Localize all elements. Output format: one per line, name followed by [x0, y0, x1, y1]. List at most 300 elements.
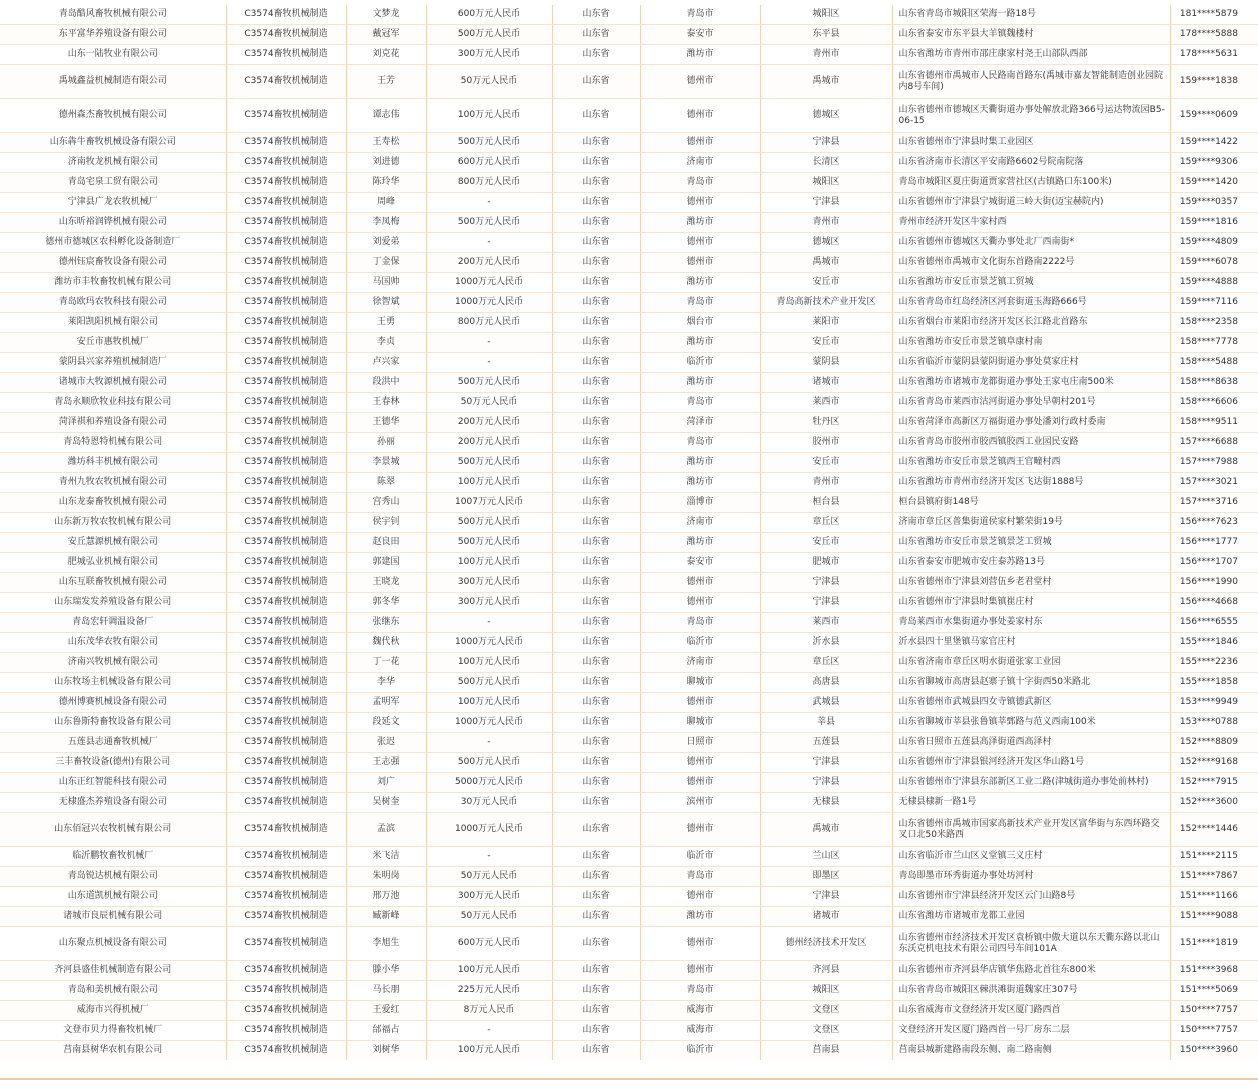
province-cell: 山东省 [552, 273, 640, 293]
table-row [0, 961, 1258, 981]
city-cell: 临沂市 [640, 847, 760, 867]
phone-cell: 153****0788 [1170, 713, 1258, 733]
registered-capital-cell: 100万元人民币 [426, 653, 552, 673]
province-cell: 山东省 [552, 961, 640, 981]
province-cell: 山东省 [552, 25, 640, 45]
district-cell: 德城区 [760, 99, 892, 133]
company-name-cell: 诸城市良辰机械有限公司 [0, 907, 226, 927]
province-cell: 山东省 [552, 393, 640, 413]
legal-person-cell: 王勇 [346, 313, 426, 333]
industry-code-cell: C3574畜牧机械制造 [226, 593, 346, 613]
table-row [0, 733, 1258, 753]
city-cell: 德州市 [640, 773, 760, 793]
province-cell: 山东省 [552, 99, 640, 133]
district-cell: 宁津县 [760, 133, 892, 153]
district-cell: 莘县 [760, 713, 892, 733]
company-name-cell: 安丘市惠牧机械厂 [0, 333, 226, 353]
phone-cell: 151****2115 [1170, 847, 1258, 867]
phone-cell: 153****9949 [1170, 693, 1258, 713]
company-name-cell: 山东犇牛畜牧机械设备有限公司 [0, 133, 226, 153]
legal-person-cell: 李旭生 [346, 927, 426, 961]
table-row [0, 453, 1258, 473]
industry-code-cell: C3574畜牧机械制造 [226, 173, 346, 193]
legal-person-cell: 邢万池 [346, 887, 426, 907]
table-row [0, 45, 1258, 65]
legal-person-cell: 邰福占 [346, 1021, 426, 1041]
table-row [0, 907, 1258, 927]
address-cell: 青岛莱西市水集街道办事处姜家村东 [892, 613, 1170, 633]
registered-capital-cell: - [426, 233, 552, 253]
province-cell: 山东省 [552, 847, 640, 867]
table-row [0, 633, 1258, 653]
registered-capital-cell: 5000万元人民币 [426, 773, 552, 793]
industry-code-cell: C3574畜牧机械制造 [226, 25, 346, 45]
address-cell: 山东省潍坊市青州市经济开发区飞达街1888号 [892, 473, 1170, 493]
phone-cell: 158****2358 [1170, 313, 1258, 333]
province-cell: 山东省 [552, 773, 640, 793]
phone-cell: 178****5631 [1170, 45, 1258, 65]
address-cell: 山东省潍坊市安丘市景芝镇西王官疃村西 [892, 453, 1170, 473]
province-cell: 山东省 [552, 753, 640, 773]
city-cell: 临沂市 [640, 1041, 760, 1061]
legal-person-cell: 孙丽 [346, 433, 426, 453]
industry-code-cell: C3574畜牧机械制造 [226, 253, 346, 273]
table-row [0, 65, 1258, 99]
legal-person-cell: 文梦龙 [346, 5, 426, 25]
phone-cell: 156****4668 [1170, 593, 1258, 613]
industry-code-cell: C3574畜牧机械制造 [226, 773, 346, 793]
district-cell: 禹城市 [760, 813, 892, 847]
company-name-cell: 三丰畜牧设备(德州)有限公司 [0, 753, 226, 773]
address-cell: 山东省潍坊市诸城市龙都工业园 [892, 907, 1170, 927]
legal-person-cell: 刘广 [346, 773, 426, 793]
table-row [0, 713, 1258, 733]
district-cell: 桓台县 [760, 493, 892, 513]
legal-person-cell: 陈玲华 [346, 173, 426, 193]
address-cell: 山东省青岛市城阳区棘洪滩街道魏家庄307号 [892, 981, 1170, 1001]
city-cell: 青岛市 [640, 173, 760, 193]
industry-code-cell: C3574畜牧机械制造 [226, 1001, 346, 1021]
address-cell: 山东省青岛市莱西市沽河街道办事处早朝村201号 [892, 393, 1170, 413]
province-cell: 山东省 [552, 353, 640, 373]
phone-cell: 159****9306 [1170, 153, 1258, 173]
industry-code-cell: C3574畜牧机械制造 [226, 653, 346, 673]
table-row [0, 653, 1258, 673]
address-cell: 山东省德州市经济技术开发区袁桥镇中傲大道以东天衢东路以北山东沃克机电技术有限公司四号车间101A [892, 927, 1170, 961]
city-cell: 青岛市 [640, 293, 760, 313]
district-cell: 沂水县 [760, 633, 892, 653]
registered-capital-cell: 100万元人民币 [426, 961, 552, 981]
industry-code-cell: C3574畜牧机械制造 [226, 233, 346, 253]
phone-cell: 151****9088 [1170, 907, 1258, 927]
city-cell: 威海市 [640, 1021, 760, 1041]
legal-person-cell: 郭冬华 [346, 593, 426, 613]
legal-person-cell: 朱明岗 [346, 867, 426, 887]
industry-code-cell: C3574畜牧机械制造 [226, 753, 346, 773]
registered-capital-cell: 50万元人民币 [426, 393, 552, 413]
address-cell: 山东省德州市禹城市人民路南首路东(禹城市嘉友智能制造创业园院内8号车间) [892, 65, 1170, 99]
province-cell: 山东省 [552, 333, 640, 353]
company-name-cell: 青岛欧玛农牧科技有限公司 [0, 293, 226, 313]
legal-person-cell: 周峰 [346, 193, 426, 213]
address-cell: 山东省临沂市兰山区义堂镇三义庄村 [892, 847, 1170, 867]
phone-cell: 157****3021 [1170, 473, 1258, 493]
district-cell: 文登区 [760, 1001, 892, 1021]
company-name-cell: 青岛和美机械有限公司 [0, 981, 226, 1001]
industry-code-cell: C3574畜牧机械制造 [226, 613, 346, 633]
address-cell: 山东省德州市禹城市国家高新技术产业开发区富华街与东西环路交叉口北50米路西 [892, 813, 1170, 847]
table-row [0, 753, 1258, 773]
industry-code-cell: C3574畜牧机械制造 [226, 393, 346, 413]
district-cell: 宁津县 [760, 753, 892, 773]
province-cell: 山东省 [552, 981, 640, 1001]
phone-cell: 159****6078 [1170, 253, 1258, 273]
industry-code-cell: C3574畜牧机械制造 [226, 793, 346, 813]
phone-cell: 159****1816 [1170, 213, 1258, 233]
address-cell: 山东省威海市文登经济开发区厦门路西首 [892, 1001, 1170, 1021]
province-cell: 山东省 [552, 453, 640, 473]
industry-code-cell: C3574畜牧机械制造 [226, 713, 346, 733]
phone-cell: 159****0609 [1170, 99, 1258, 133]
phone-cell: 151****3968 [1170, 961, 1258, 981]
city-cell: 青岛市 [640, 613, 760, 633]
registered-capital-cell: - [426, 613, 552, 633]
company-name-cell: 东平富华养殖设备有限公司 [0, 25, 226, 45]
company-name-cell: 无棣盛杰养殖设备有限公司 [0, 793, 226, 813]
address-cell: 山东省德州市宁津县宁城街道三岭大街(迈宝赫院内) [892, 193, 1170, 213]
district-cell: 莱阳市 [760, 313, 892, 333]
registered-capital-cell: 100万元人民币 [426, 473, 552, 493]
address-cell: 无棣县棣新一路1号 [892, 793, 1170, 813]
table-row [0, 887, 1258, 907]
phone-cell: 156****1777 [1170, 533, 1258, 553]
city-cell: 聊城市 [640, 713, 760, 733]
table-row [0, 373, 1258, 393]
table-row [0, 293, 1258, 313]
phone-cell: 158****9511 [1170, 413, 1258, 433]
city-cell: 青岛市 [640, 393, 760, 413]
phone-cell: 159****1420 [1170, 173, 1258, 193]
phone-cell: 152****3600 [1170, 793, 1258, 813]
address-cell: 山东省菏泽市高新区万福街道办事处潘刘行政村委南 [892, 413, 1170, 433]
address-cell: 山东省德州市宁津县经济开发区云门山路8号 [892, 887, 1170, 907]
legal-person-cell: 魏代秋 [346, 633, 426, 653]
registered-capital-cell: - [426, 847, 552, 867]
company-name-cell: 莱阳凯阳机械有限公司 [0, 313, 226, 333]
address-cell: 山东省青岛市红岛经济区河套街道玉海路666号 [892, 293, 1170, 313]
industry-code-cell: C3574畜牧机械制造 [226, 65, 346, 99]
province-cell: 山东省 [552, 593, 640, 613]
district-cell: 青岛高新技术产业开发区 [760, 293, 892, 313]
province-cell: 山东省 [552, 1001, 640, 1021]
legal-person-cell: 吴树奎 [346, 793, 426, 813]
province-cell: 山东省 [552, 733, 640, 753]
province-cell: 山东省 [552, 153, 640, 173]
table-row [0, 213, 1258, 233]
district-cell: 武城县 [760, 693, 892, 713]
province-cell: 山东省 [552, 253, 640, 273]
registered-capital-cell: 500万元人民币 [426, 133, 552, 153]
phone-cell: 156****1707 [1170, 553, 1258, 573]
table-row [0, 813, 1258, 847]
company-name-cell: 青岛宅泉工贸有限公司 [0, 173, 226, 193]
company-name-cell: 齐河县盛佳机械制造有限公司 [0, 961, 226, 981]
province-cell: 山东省 [552, 45, 640, 65]
address-cell: 桓台县镇府街148号 [892, 493, 1170, 513]
province-cell: 山东省 [552, 693, 640, 713]
legal-person-cell: 郭建国 [346, 553, 426, 573]
industry-code-cell: C3574畜牧机械制造 [226, 273, 346, 293]
registered-capital-cell: - [426, 193, 552, 213]
table-row [0, 173, 1258, 193]
legal-person-cell: 李华 [346, 673, 426, 693]
province-cell: 山东省 [552, 433, 640, 453]
table-row [0, 553, 1258, 573]
district-cell: 东平县 [760, 25, 892, 45]
registered-capital-cell: 50万元人民币 [426, 65, 552, 99]
legal-person-cell: 戴冠军 [346, 25, 426, 45]
phone-cell: 152****9168 [1170, 753, 1258, 773]
table-row [0, 573, 1258, 593]
district-cell: 章丘区 [760, 653, 892, 673]
table-row [0, 133, 1258, 153]
company-name-cell: 山东鲁斯特畜牧设备有限公司 [0, 713, 226, 733]
district-cell: 安丘市 [760, 333, 892, 353]
company-name-cell: 潍坊市丰牧畜牧机械有限公司 [0, 273, 226, 293]
district-cell: 诸城市 [760, 907, 892, 927]
legal-person-cell: 张继东 [346, 613, 426, 633]
company-name-cell: 莒南县树华农机有限公司 [0, 1041, 226, 1061]
address-cell: 沂水县四十里堡镇马家官庄村 [892, 633, 1170, 653]
table-row [0, 153, 1258, 173]
address-cell: 山东省青岛市城阳区荣海一路18号 [892, 5, 1170, 25]
phone-cell: 152****8809 [1170, 733, 1258, 753]
company-name-cell: 德州钰宸畜牧设备有限公司 [0, 253, 226, 273]
address-cell: 山东省济南市长清区平安南路6602号院南院落 [892, 153, 1170, 173]
province-cell: 山东省 [552, 907, 640, 927]
legal-person-cell: 刘克花 [346, 45, 426, 65]
city-cell: 德州市 [640, 193, 760, 213]
province-cell: 山东省 [552, 65, 640, 99]
industry-code-cell: C3574畜牧机械制造 [226, 5, 346, 25]
phone-cell: 150****3960 [1170, 1041, 1258, 1061]
district-cell: 文登区 [760, 1021, 892, 1041]
table-row [0, 233, 1258, 253]
district-cell: 兰山区 [760, 847, 892, 867]
phone-cell: 150****7757 [1170, 1021, 1258, 1041]
company-name-cell: 山东一陆牧业有限公司 [0, 45, 226, 65]
table-row [0, 533, 1258, 553]
industry-code-cell: C3574畜牧机械制造 [226, 453, 346, 473]
district-cell: 宁津县 [760, 593, 892, 613]
city-cell: 德州市 [640, 753, 760, 773]
city-cell: 潍坊市 [640, 45, 760, 65]
city-cell: 潍坊市 [640, 273, 760, 293]
company-name-cell: 青岛锐达机械有限公司 [0, 867, 226, 887]
legal-person-cell: 陈翠 [346, 473, 426, 493]
phone-cell: 155****1858 [1170, 673, 1258, 693]
industry-code-cell: C3574畜牧机械制造 [226, 353, 346, 373]
address-cell: 济南市章丘区普集街道侯家村繁荣街19号 [892, 513, 1170, 533]
province-cell: 山东省 [552, 193, 640, 213]
phone-cell: 158****7778 [1170, 333, 1258, 353]
phone-cell: 159****1838 [1170, 65, 1258, 99]
company-name-cell: 山东道凯机械有限公司 [0, 887, 226, 907]
table-row [0, 333, 1258, 353]
table-body [0, 5, 1258, 1060]
address-cell: 莒南县城新建路南段东侧、南二路南侧 [892, 1041, 1170, 1061]
address-cell: 山东省德州市德城区天衢办事处北厂西南街* [892, 233, 1170, 253]
registered-capital-cell: 500万元人民币 [426, 513, 552, 533]
industry-code-cell: C3574畜牧机械制造 [226, 981, 346, 1001]
city-cell: 泰安市 [640, 553, 760, 573]
province-cell: 山东省 [552, 293, 640, 313]
company-name-cell: 青岛酷风畜牧机械有限公司 [0, 5, 226, 25]
legal-person-cell: 王晓龙 [346, 573, 426, 593]
company-name-cell: 宁津县广龙农牧机械厂 [0, 193, 226, 213]
registered-capital-cell: 300万元人民币 [426, 593, 552, 613]
registered-capital-cell: 1000万元人民币 [426, 813, 552, 847]
company-name-cell: 青岛特恩特机械有限公司 [0, 433, 226, 453]
address-cell: 山东省德州市宁津县时集工业园区 [892, 133, 1170, 153]
industry-code-cell: C3574畜牧机械制造 [226, 553, 346, 573]
city-cell: 淄博市 [640, 493, 760, 513]
legal-person-cell: 王志强 [346, 753, 426, 773]
district-cell: 章丘区 [760, 513, 892, 533]
phone-cell: 151****1166 [1170, 887, 1258, 907]
registered-capital-cell: 800万元人民币 [426, 173, 552, 193]
company-name-cell: 潍坊科丰机械有限公司 [0, 453, 226, 473]
legal-person-cell: 李贞 [346, 333, 426, 353]
registered-capital-cell: 1007万元人民币 [426, 493, 552, 513]
registered-capital-cell: 500万元人民币 [426, 373, 552, 393]
address-cell: 山东省日照市五莲县高泽街道西高泽村 [892, 733, 1170, 753]
city-cell: 德州市 [640, 927, 760, 961]
province-cell: 山东省 [552, 573, 640, 593]
table-row [0, 313, 1258, 333]
legal-person-cell: 刘树华 [346, 1041, 426, 1061]
phone-cell: 159****7116 [1170, 293, 1258, 313]
district-cell: 安丘市 [760, 533, 892, 553]
company-name-cell: 五莲县志通畜牧机械厂 [0, 733, 226, 753]
registered-capital-cell: 100万元人民币 [426, 1041, 552, 1061]
registered-capital-cell: 1000万元人民币 [426, 273, 552, 293]
city-cell: 德州市 [640, 99, 760, 133]
province-cell: 山东省 [552, 1021, 640, 1041]
table-row [0, 927, 1258, 961]
city-cell: 德州市 [640, 961, 760, 981]
province-cell: 山东省 [552, 1041, 640, 1061]
table-row [0, 393, 1258, 413]
address-cell: 山东省潍坊市诸城市龙都街道办事处王家屯庄南500米 [892, 373, 1170, 393]
address-cell: 山东省青岛市胶州市胶西镇胶西工业园民安路 [892, 433, 1170, 453]
table-row [0, 1041, 1258, 1061]
city-cell: 德州市 [640, 693, 760, 713]
city-cell: 德州市 [640, 65, 760, 99]
district-cell: 城阳区 [760, 173, 892, 193]
district-cell: 德州经济技术开发区 [760, 927, 892, 961]
district-cell: 五莲县 [760, 733, 892, 753]
city-cell: 临沂市 [640, 633, 760, 653]
registered-capital-cell: 100万元人民币 [426, 553, 552, 573]
company-name-cell: 山东茂华农牧有限公司 [0, 633, 226, 653]
registered-capital-cell: 600万元人民币 [426, 5, 552, 25]
city-cell: 潍坊市 [640, 213, 760, 233]
city-cell: 聊城市 [640, 673, 760, 693]
phone-cell: 156****7623 [1170, 513, 1258, 533]
company-name-cell: 安丘慧源机械有限公司 [0, 533, 226, 553]
district-cell: 诸城市 [760, 373, 892, 393]
registered-capital-cell: 200万元人民币 [426, 433, 552, 453]
city-cell: 德州市 [640, 253, 760, 273]
city-cell: 滨州市 [640, 793, 760, 813]
registered-capital-cell: 600万元人民币 [426, 153, 552, 173]
industry-code-cell: C3574畜牧机械制造 [226, 473, 346, 493]
registered-capital-cell: 500万元人民币 [426, 213, 552, 233]
address-cell: 山东省聊城市高唐县赵寨子镇十字街西50米路北 [892, 673, 1170, 693]
company-name-cell: 菏泽祺和养殖设备有限公司 [0, 413, 226, 433]
phone-cell: 152****7915 [1170, 773, 1258, 793]
company-name-cell: 德州市德城区农科孵化设备制造厂 [0, 233, 226, 253]
province-cell: 山东省 [552, 413, 640, 433]
phone-cell: 159****1422 [1170, 133, 1258, 153]
table-row [0, 793, 1258, 813]
industry-code-cell: C3574畜牧机械制造 [226, 293, 346, 313]
district-cell: 胶州市 [760, 433, 892, 453]
company-name-cell: 禹城鑫益机械制造有限公司 [0, 65, 226, 99]
registered-capital-cell: 500万元人民币 [426, 673, 552, 693]
district-cell: 莱西市 [760, 613, 892, 633]
industry-code-cell: C3574畜牧机械制造 [226, 153, 346, 173]
address-cell: 山东省潍坊市安丘市景芝镇阜康村南 [892, 333, 1170, 353]
industry-code-cell: C3574畜牧机械制造 [226, 907, 346, 927]
table-row [0, 773, 1258, 793]
legal-person-cell: 宫秀山 [346, 493, 426, 513]
district-cell: 牡丹区 [760, 413, 892, 433]
province-cell: 山东省 [552, 673, 640, 693]
province-cell: 山东省 [552, 653, 640, 673]
city-cell: 济南市 [640, 153, 760, 173]
phone-cell: 159****0357 [1170, 193, 1258, 213]
district-cell: 齐河县 [760, 961, 892, 981]
legal-person-cell: 王春林 [346, 393, 426, 413]
city-cell: 潍坊市 [640, 533, 760, 553]
province-cell: 山东省 [552, 533, 640, 553]
address-cell: 山东省潍坊市青州市邵庄康家村尧王山部队西部 [892, 45, 1170, 65]
province-cell: 山东省 [552, 513, 640, 533]
industry-code-cell: C3574畜牧机械制造 [226, 493, 346, 513]
company-name-cell: 山东互联畜牧机械有限公司 [0, 573, 226, 593]
industry-code-cell: C3574畜牧机械制造 [226, 693, 346, 713]
registered-capital-cell: - [426, 733, 552, 753]
city-cell: 潍坊市 [640, 333, 760, 353]
industry-code-cell: C3574畜牧机械制造 [226, 887, 346, 907]
industry-code-cell: C3574畜牧机械制造 [226, 433, 346, 453]
address-cell: 山东省聊城市莘县张鲁镇莘鄄路与范义西南100米 [892, 713, 1170, 733]
legal-person-cell: 王爱红 [346, 1001, 426, 1021]
legal-person-cell: 卢兴家 [346, 353, 426, 373]
district-cell: 安丘市 [760, 273, 892, 293]
city-cell: 青岛市 [640, 5, 760, 25]
address-cell: 山东省泰安市肥城市安庄泰苏路13号 [892, 553, 1170, 573]
table-row [0, 1021, 1258, 1041]
address-cell: 青州市经济开发区牛家村西 [892, 213, 1170, 233]
district-cell: 青州市 [760, 213, 892, 233]
address-cell: 青岛即墨市环秀街道办事处坊河村 [892, 867, 1170, 887]
city-cell: 日照市 [640, 733, 760, 753]
district-cell: 蒙阴县 [760, 353, 892, 373]
legal-person-cell: 丁金保 [346, 253, 426, 273]
